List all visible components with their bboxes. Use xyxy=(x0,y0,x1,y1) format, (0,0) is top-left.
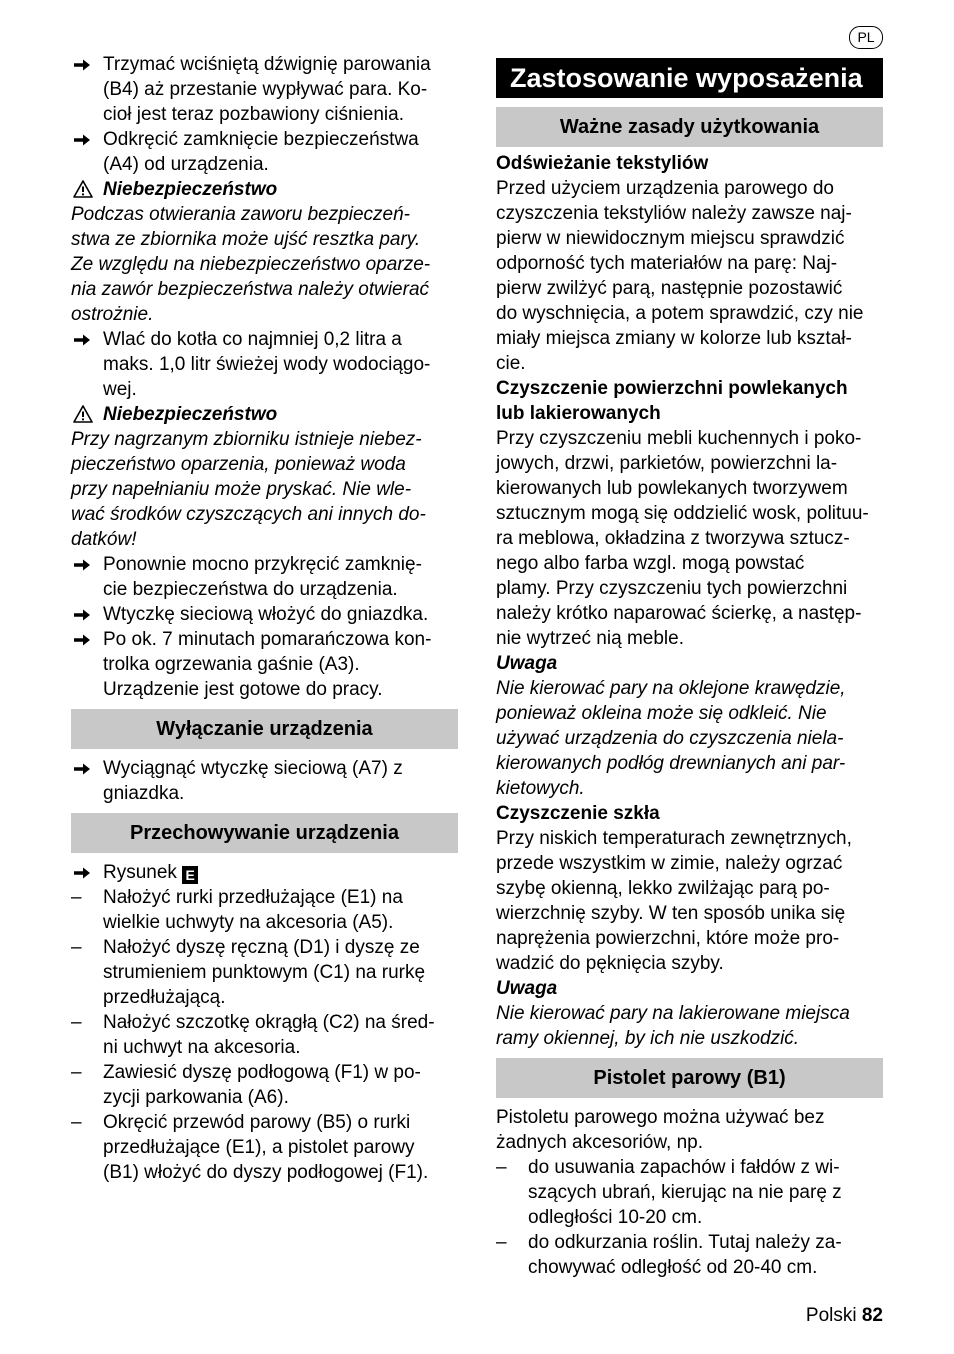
text-line: przy napełnianiu może pryskać. Nie wle- xyxy=(71,479,412,500)
text-line: Odkręcić zamknięcie bezpieczeństwa xyxy=(103,129,419,150)
text-line: żadnych akcesoriów, np. xyxy=(496,1132,704,1153)
text-line: Zawiesić dyszę podłogową (F1) w po- xyxy=(103,1062,421,1083)
left-column xyxy=(71,52,458,1185)
dash-marker: – xyxy=(71,937,82,958)
footer-language: Polski xyxy=(805,1305,857,1326)
text-line: nego albo farba wzgl. mogą powstać xyxy=(496,553,805,574)
warning-heading xyxy=(71,177,458,202)
dash-list-item xyxy=(71,935,458,1010)
section-header-off: Wyłączanie urządzenia xyxy=(71,709,458,749)
warning-triangle-icon xyxy=(73,405,93,423)
text-line: do odkurzania roślin. Tutaj należy za- xyxy=(528,1232,842,1253)
right-column xyxy=(496,52,883,1280)
instruction-step xyxy=(71,602,458,627)
section-header-pistol: Pistolet parowy (B1) xyxy=(496,1058,883,1098)
text-line: (B4) aż przestanie wypływać para. Ko- xyxy=(103,79,428,100)
text-line: odległości 10-20 cm. xyxy=(528,1207,703,1228)
arrow-right-icon xyxy=(73,866,91,880)
page-number: 82 xyxy=(861,1305,883,1326)
text-line: wierzchnię szyby. W ten sposób unika się xyxy=(496,903,846,924)
dash-list-item xyxy=(71,1060,458,1110)
text-line: datków! xyxy=(71,529,137,550)
text-line: lub lakierowanych xyxy=(496,403,661,424)
text-line: pieczeństwo oparzenia, ponieważ woda xyxy=(71,454,406,475)
text-line: szących ubrań, kierując na nie parę z xyxy=(528,1182,842,1203)
text-line: ra meblowa, okładzina z tworzywa sztucz- xyxy=(496,528,850,549)
text-line: przede wszystkim w zimie, należy ogrzać xyxy=(496,853,843,874)
figure-box: E xyxy=(182,866,198,884)
arrow-right-icon xyxy=(73,608,91,622)
text-line: trolka ogrzewania gaśnie (A3). xyxy=(103,654,360,675)
text-line: do usuwania zapachów i fałdów z wi- xyxy=(528,1157,840,1178)
dash-list-item xyxy=(71,885,458,935)
text-line: używać urządzenia do czyszczenia niela- xyxy=(496,728,844,749)
text-line: Nałożyć dyszę ręczną (D1) i dyszę ze xyxy=(103,937,420,958)
text-line: kietowych. xyxy=(496,778,585,799)
text-line: Przed użyciem urządzenia parowego do xyxy=(496,178,834,199)
text-line: do wyschnięcia, a potem sprawdzić, czy nie xyxy=(496,303,864,324)
text-line: przedłużającą. xyxy=(103,987,226,1008)
text-line: Nałożyć szczotkę okrągłą (C2) na śred- xyxy=(103,1012,435,1033)
arrow-right-icon xyxy=(73,333,91,347)
instruction-step xyxy=(71,756,458,806)
dash-list-item xyxy=(496,1155,883,1230)
text-line: Urządzenie jest gotowe do pracy. xyxy=(103,679,383,700)
text-line: cioł jest teraz pozbawiony ciśnienia. xyxy=(103,104,404,125)
text-line: plamy. Przy czyszczeniu tych powierzchni xyxy=(496,578,848,599)
dash-marker: – xyxy=(71,1062,82,1083)
text-line: Podczas otwierania zaworu bezpieczeń- xyxy=(71,204,411,225)
text-line: ramy okiennej, by ich nie uszkodzić. xyxy=(496,1028,800,1049)
text-line: maks. 1,0 litr świeżej wody wodociągo- xyxy=(103,354,431,375)
dash-marker: – xyxy=(496,1232,507,1253)
text-line: nie wytrzeć nią meble. xyxy=(496,628,684,649)
arrow-right-icon xyxy=(73,633,91,647)
text-line: wej. xyxy=(103,379,137,400)
arrow-right-icon xyxy=(73,58,91,72)
text-line: kierowanych podłóg drewnianych ani par- xyxy=(496,753,846,774)
language-badge: PL xyxy=(849,26,883,49)
dash-list-item xyxy=(71,1010,458,1060)
text-line: nia zawór bezpieczeństwa należy otwierać xyxy=(71,279,430,300)
dash-marker: – xyxy=(71,887,82,908)
text-line: (A4) od urządzenia. xyxy=(103,154,269,175)
text-line: miały miejsca zmiany w kolorze lub kształ- xyxy=(496,328,852,349)
text-line: jowych, drzwi, parkietów, powierzchni la- xyxy=(496,453,838,474)
text-line: chowywać odległość od 20-40 cm. xyxy=(528,1257,818,1278)
warning-heading-text: Niebezpieczeństwo xyxy=(103,179,278,200)
text-line: zycji parkowania (A6). xyxy=(103,1087,289,1108)
text-line: czyszczenia tekstyliów należy zawsze naj- xyxy=(496,203,852,224)
dash-list-item xyxy=(496,1230,883,1280)
chapter-title: Zastosowanie wyposażenia xyxy=(496,58,883,98)
text-line: Przy niskich temperaturach zewnętrznych, xyxy=(496,828,852,849)
text-line: kierowanych lub powlekanych tworzywem xyxy=(496,478,848,499)
instruction-step xyxy=(71,327,458,402)
note-heading: Uwaga xyxy=(496,978,558,999)
text-line: należy krótko naparować ścierkę, a następ- xyxy=(496,603,862,624)
dash-marker: – xyxy=(496,1157,507,1178)
text-line: Pistoletu parowego można używać bez xyxy=(496,1107,825,1128)
dash-list-item xyxy=(71,1110,458,1185)
warning-heading-text: Niebezpieczeństwo xyxy=(103,404,278,425)
text-line: cie. xyxy=(496,353,526,374)
arrow-right-icon xyxy=(73,762,91,776)
figure-reference xyxy=(71,860,458,885)
text-line: Po ok. 7 minutach pomarańczowa kon- xyxy=(103,629,432,650)
instruction-step xyxy=(71,552,458,602)
page-footer xyxy=(806,1303,883,1328)
text-line: strumieniem punktowym (C1) na rurkę xyxy=(103,962,426,983)
note-heading: Uwaga xyxy=(496,653,558,674)
text-line: naprężenia powierzchni, które może pro- xyxy=(496,928,840,949)
text-line: pierw zwilżyć parą, następnie pozostawić xyxy=(496,278,843,299)
section-header-rules: Ważne zasady użytkowania xyxy=(496,107,883,147)
text-line: Nie kierować pary na lakierowane miejsca xyxy=(496,1003,850,1024)
arrow-right-icon xyxy=(73,133,91,147)
text-line: Ponownie mocno przykręcić zamknię- xyxy=(103,554,422,575)
text-line: Przy nagrzanym zbiorniku istnieje niebez- xyxy=(71,429,422,450)
text-line: Nie kierować pary na oklejone krawędzie, xyxy=(496,678,846,699)
figure-label: Rysunek xyxy=(103,862,177,883)
instruction-step xyxy=(71,52,458,127)
section-header-storage: Przechowywanie urządzenia xyxy=(71,813,458,853)
dash-marker: – xyxy=(71,1012,82,1033)
text-line: ponieważ okleina może się odkleić. Nie xyxy=(496,703,827,724)
instruction-step xyxy=(71,627,458,702)
text-line: odporność tych materiałów na parę: Naj- xyxy=(496,253,838,274)
text-line: Wlać do kotła co najmniej 0,2 litra a xyxy=(103,329,402,350)
text-line: przedłużające (E1), a pistolet parowy xyxy=(103,1137,415,1158)
text-line: (B1) włożyć do dyszy podłogowej (F1). xyxy=(103,1162,429,1183)
text-line: Okręcić przewód parowy (B5) o rurki xyxy=(103,1112,411,1133)
subheading-textiles: Odświeżanie tekstyliów xyxy=(496,153,709,174)
text-line: Wtyczkę sieciową włożyć do gniazdka. xyxy=(103,604,429,625)
text-line: szybę okienną, lekko zwilżając parą po- xyxy=(496,878,830,899)
text-line: wielkie uchwyty na akcesoria (A5). xyxy=(103,912,394,933)
text-line: Czyszczenie powierzchni powlekanych xyxy=(496,378,848,399)
text-line: ostrożnie. xyxy=(71,304,154,325)
text-line: Wyciągnąć wtyczkę sieciową (A7) z xyxy=(103,758,403,779)
text-line: Trzymać wciśniętą dźwignię parowania xyxy=(103,54,431,75)
instruction-step xyxy=(71,127,458,177)
text-line: sztucznym mogą się oddzielić wosk, polituu- xyxy=(496,503,869,524)
text-line: wadzić do pęknięcia szyby. xyxy=(496,953,724,974)
text-line: cie bezpieczeństwa do urządzenia. xyxy=(103,579,398,600)
text-line: gniazdka. xyxy=(103,783,185,804)
warning-heading xyxy=(71,402,458,427)
arrow-right-icon xyxy=(73,558,91,572)
text-line: Nałożyć rurki przedłużające (E1) na xyxy=(103,887,403,908)
subheading-glass: Czyszczenie szkła xyxy=(496,803,660,824)
text-line: Ze względu na niebezpieczeństwo oparze- xyxy=(71,254,431,275)
text-line: stwa ze zbiornika może ujść resztka pary. xyxy=(71,229,421,250)
text-line: pierw w niewidocznym miejscu sprawdzić xyxy=(496,228,845,249)
warning-triangle-icon xyxy=(73,180,93,198)
text-line: wać środków czyszczących ani innych do- xyxy=(71,504,426,525)
dash-marker: – xyxy=(71,1112,82,1133)
text-line: ni uchwyt na akcesoria. xyxy=(103,1037,301,1058)
text-line: Przy czyszczeniu mebli kuchennych i poko- xyxy=(496,428,862,449)
